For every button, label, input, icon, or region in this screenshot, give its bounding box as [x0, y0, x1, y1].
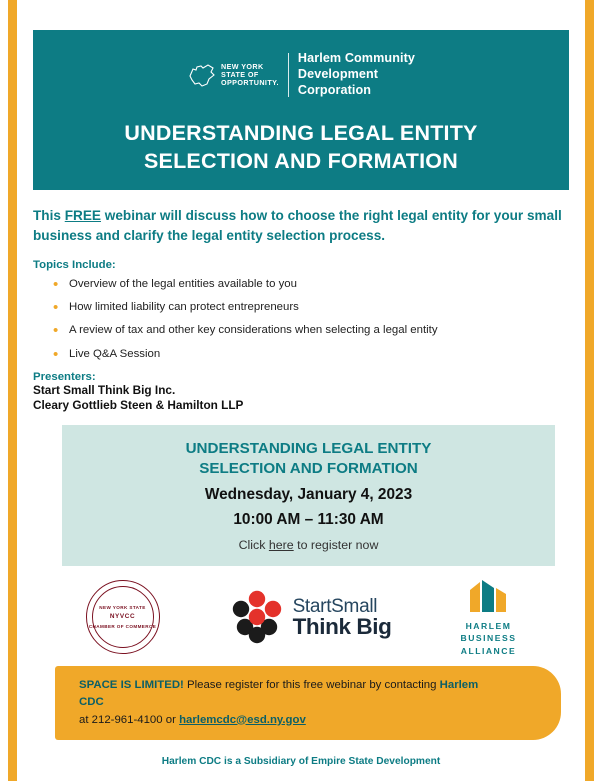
ssb-line-2: Think Big — [292, 613, 392, 639]
org-line-1: Harlem Community — [297, 51, 415, 66]
register-line — [72, 538, 545, 552]
logo-divider — [288, 53, 289, 97]
event-details-box — [62, 425, 555, 567]
presenter-name: Cleary Gottlieb Steen & Hamilton LLP — [33, 397, 244, 412]
ny-line-1: NEW YORK — [221, 62, 264, 72]
hba-line-2: BUSINESS — [460, 633, 517, 644]
building-mark-icon — [461, 578, 517, 617]
list-item: • Overview of the legal entities available to you — [69, 278, 569, 291]
page-title-line-1: UNDERSTANDING LEGAL ENTITY — [124, 121, 478, 145]
nyvcc-bottom-text: CHAMBER OF COMMERCE — [88, 623, 157, 629]
ssb-line-1: StartSmall — [292, 595, 378, 617]
new-york-state-logo-text — [221, 63, 279, 86]
intro-paragraph — [33, 206, 569, 246]
header-banner — [33, 30, 569, 190]
nyvcc-top-text: NEW YORK STATE — [99, 604, 146, 610]
hba-line-1: HARLEM — [465, 620, 512, 631]
left-frame-bar — [8, 0, 17, 781]
partner-logos-row — [33, 578, 569, 656]
space-limited-banner — [55, 666, 561, 739]
contact-email-link[interactable]: harlemcdc@esd.ny.gov — [179, 713, 306, 726]
topics-list — [33, 278, 569, 360]
intro-before: This — [33, 208, 65, 223]
presenter-name: Start Small Think Big Inc. — [33, 382, 176, 397]
event-title-line-2: SELECTION AND FORMATION — [199, 459, 418, 477]
event-time: 10:00 AM – 11:30 AM — [233, 511, 384, 529]
seal-inner-ring — [92, 586, 154, 648]
ny-line-2: STATE OF — [221, 70, 259, 80]
start-small-think-big-logo — [229, 589, 392, 645]
register-link[interactable]: here — [268, 538, 294, 553]
new-york-state-outline-icon — [187, 60, 217, 90]
list-item: • Live Q&A Session — [69, 348, 569, 361]
flyer-content — [17, 0, 585, 781]
intro-after: webinar will discuss how to choose the right legal entity for your small business and clarify the legal entity selection process. — [33, 208, 562, 244]
nyvcc-mid-text: NYVCC — [109, 613, 136, 621]
footer-text-2: at 212-961-4100 or — [79, 713, 180, 726]
nyvcc-chamber-seal-logo — [86, 580, 160, 654]
right-frame-bar — [585, 0, 594, 781]
event-title-line-1: UNDERSTANDING LEGAL ENTITY — [185, 439, 432, 457]
footer-org-name: Harlem CDC — [79, 679, 479, 709]
topics-label: Topics Include: — [33, 259, 116, 272]
page-title-line-2: SELECTION AND FORMATION — [144, 148, 458, 173]
register-before: Click — [238, 538, 269, 553]
list-item: • A review of tax and other key considerations when selecting a legal entity — [69, 324, 569, 337]
register-after: to register now — [293, 538, 379, 553]
start-small-wordmark — [293, 597, 392, 639]
subsidiary-note: Harlem CDC is a Subsidiary of Empire State Development — [161, 755, 441, 767]
logo-row — [33, 44, 569, 106]
event-title — [72, 439, 545, 479]
organization-name — [298, 51, 415, 98]
footer-text-1: Please register for this free webinar by contacting — [183, 679, 440, 692]
hba-wordmark — [461, 620, 517, 657]
org-line-2: Development — [297, 67, 379, 82]
new-york-state-logo — [187, 60, 279, 90]
list-item: • How limited liability can protect entrepreneurs — [69, 301, 569, 314]
ny-line-3: OPPORTUNITY. — [221, 77, 279, 87]
org-line-3: Corporation — [297, 82, 372, 97]
hba-line-3: ALLIANCE — [460, 645, 517, 656]
page-title — [33, 120, 569, 176]
harlem-business-alliance-logo — [461, 578, 517, 657]
presenters-label: Presenters: — [33, 370, 96, 383]
flower-icon — [229, 589, 285, 645]
event-date: Wednesday, January 4, 2023 — [204, 486, 413, 504]
intro-free-emphasis: FREE — [64, 208, 101, 223]
space-limited-label: SPACE IS LIMITED! — [79, 679, 184, 692]
